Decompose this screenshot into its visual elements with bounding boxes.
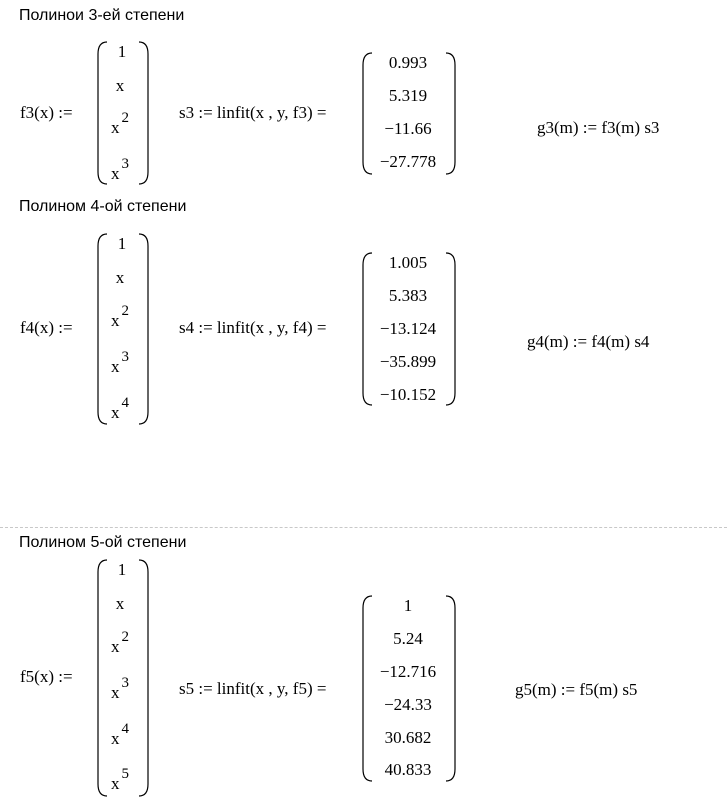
section-4-heading: Полином 4-ой степени xyxy=(19,198,187,215)
f4-vector-entry: x $^4$ xyxy=(111,395,129,422)
f3-vector-entry: x $^2$ xyxy=(111,110,129,137)
s3-value: −11.66 xyxy=(384,119,432,138)
s5-value: 1 xyxy=(403,596,413,615)
s5-definition[interactable]: s5 := linfit(x , y, f5) = xyxy=(179,679,327,698)
s5-value: 30.682 xyxy=(384,728,432,747)
f5-vector-entry: x $^3$ xyxy=(111,675,129,702)
s4-value: −13.124 xyxy=(379,319,437,338)
s5-vector-brackets xyxy=(361,594,457,783)
f4-definition[interactable]: f4(x) := xyxy=(20,318,73,337)
f4-vector-entry: 1 xyxy=(117,234,127,253)
f4-vector-entry: x xyxy=(115,268,125,287)
s4-definition[interactable]: s4 := linfit(x , y, f4) = xyxy=(179,318,327,337)
f3-vector-entry: x xyxy=(115,76,125,95)
g3-definition[interactable]: g3(m) := f3(m) s3 xyxy=(537,118,660,137)
f5-definition[interactable]: f5(x) := xyxy=(20,667,73,686)
f5-vector-entry: 1 xyxy=(117,560,127,579)
s4-value: −35.899 xyxy=(379,352,437,371)
s5-value: 40.833 xyxy=(384,760,432,779)
s4-value: 1.005 xyxy=(388,253,428,272)
f4-vector-entry: x $^2$ xyxy=(111,303,129,330)
f3-definition[interactable]: f3(x) := xyxy=(20,103,73,122)
s3-value: −27.778 xyxy=(379,152,437,171)
section-5-heading: Полином 5-ой степени xyxy=(19,534,187,551)
f5-vector-entry: x xyxy=(115,594,125,613)
f3-vector-entry: x $^3$ xyxy=(111,156,129,183)
g5-definition[interactable]: g5(m) := f5(m) s5 xyxy=(515,680,638,699)
g4-definition[interactable]: g4(m) := f4(m) s4 xyxy=(527,332,650,351)
s5-value: −24.33 xyxy=(384,695,432,714)
s5-value: 5.24 xyxy=(393,629,423,648)
f3-vector-entry: 1 xyxy=(117,42,127,61)
f5-vector-entry: x $^2$ xyxy=(111,629,129,656)
f5-vector-entry: x $^4$ xyxy=(111,721,129,748)
f4-vector-entry: x $^3$ xyxy=(111,349,129,376)
f5-vector-entry: x $^5$ xyxy=(111,766,129,793)
section-3-heading: Полинои 3-ей степени xyxy=(19,7,185,24)
s5-value: −12.716 xyxy=(379,662,437,681)
s3-value: 5.319 xyxy=(388,86,428,105)
s4-value: 5.383 xyxy=(388,286,428,305)
s4-value: −10.152 xyxy=(379,385,437,404)
s3-value: 0.993 xyxy=(388,53,428,72)
page-divider xyxy=(0,527,727,528)
s3-definition[interactable]: s3 := linfit(x , y, f3) = xyxy=(179,103,327,122)
